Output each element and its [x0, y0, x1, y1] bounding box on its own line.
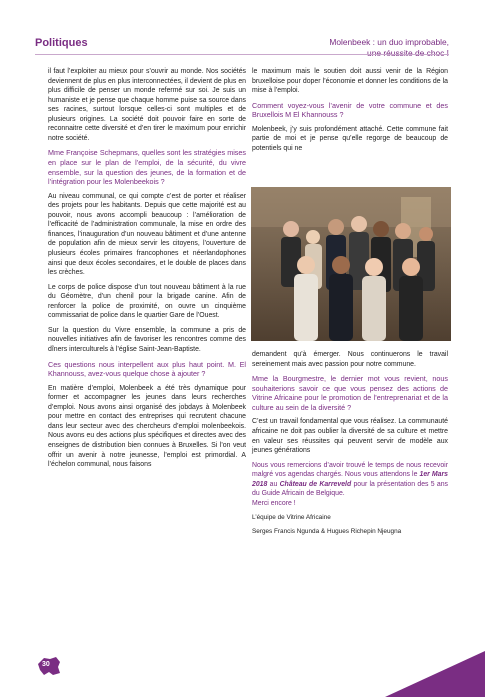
body-paragraph: demandent qu’à émerger. Nous continuerons le travail sereinement mais avec passion pour notre commune.	[252, 351, 448, 368]
event-date: 1er Mars 2018	[252, 471, 448, 488]
right-column-top	[252, 67, 448, 158]
corner-decoration	[365, 651, 485, 697]
interview-question: Mme Françoise Schepmans, quelles sont les stratégies mises en place sur le plan de l’emploi, de la sécurité, du vivre ensemble, sur la question des jeunes, de la formation et de l’intégration pour les Molenbeekois ?	[48, 148, 246, 187]
section-label: Politiques	[35, 37, 88, 49]
right-column-bottom-paragraphs	[252, 350, 448, 456]
body-paragraph: il faut l’exploiter au mieux pour s’ouvrir au monde. Nos sociétés deviennent de plus en plus interconnectées, il devient de plus en plus difficile de penser un monde refermé sur soi. Je suis un humaniste et je pense que chaque homme puise sa source dans ses racines, surtout lorsque celles-ci sont multiples et de plusieurs origines. La société doit pouvoir faire en sorte de reconnaitre cette diversité et d’en tirer le maximum pour enrichir notre société.	[48, 68, 246, 142]
body-paragraph: Le corps de police dispose d’un tout nouveau bâtiment à la rue du Géomètre, d’un chenil pour la brigade canine. Afin de renforcer la police de proximité, on ouvre un cinquième commissariat de police dans le quartier Gare de l’Ouest.	[48, 283, 246, 320]
body-paragraph: C’est un travail fondamental que vous réalisez. La communauté africaine ne doit pas oublier la diversité de sa culture et mettre en valeur ses réussites qui peuvent servir de modèle aux jeunes générations	[252, 418, 448, 455]
interview-question: Ces questions nous interpellent aux plus haut point. M. El Khannouss, avez-vous quelque chose à ajouter ?	[48, 359, 246, 379]
body-paragraph: Molenbeek, j’y suis profondément attaché. Cette commune fait partie de moi et je pense qu’elle regorge de beaucoup de potentiels qui ne	[252, 125, 448, 152]
right-column-bottom	[252, 350, 448, 541]
group-photo-illustration	[251, 187, 451, 341]
article-title	[229, 37, 449, 59]
signature-names: Serges Francis Ngunda & Hugues Richepin Njeugna	[252, 528, 402, 536]
body-paragraph: En matière d’emploi, Molenbeek a été très dynamique pour former et accompagner les jeunes dans leurs recherches d’emploi. Nous avons ainsi organisé des jobdays à Molenbeek pour mettre en contact des entreprises qui recrutent chacune dans leur secteur avec des chercheurs d’emploi molenbeekois. Nous avons eu des actions plus spécifiques et directes avec des enseignes de distribution bien connues à Bruxelles. Si l’on veut offrir un avenir à notre jeunesse, l’emploi est primordial. A l’échelon communal, nous faisons	[48, 384, 246, 469]
article-title-line1: Molenbeek : un duo improbable,	[329, 37, 449, 47]
closing-paragraph	[252, 461, 448, 499]
closing-before: Nous vous remercions d’avoir trouvé le temps de nous recevoir malgré vos agendas chargés. Nous vous attendons le	[252, 461, 448, 479]
body-paragraph: le maximum mais le soutien doit aussi venir de la Région bruxelloise pour doper l’économie et donner les conditions de la mise à l’emploi.	[252, 68, 448, 95]
body-paragraph: Sur la question du Vivre ensemble, la commune a pris de nouvelles initiatives afin de favoriser les rencontres comme des dîners interculturels à l’église Saint-Jean-Baptiste.	[48, 326, 246, 353]
group-photo	[251, 187, 451, 341]
event-venue: Château de Karreveld	[279, 480, 352, 488]
closing-middle: au	[267, 480, 280, 488]
body-paragraph: Au niveau communal, ce qui compte c’est de porter et réaliser des projets pour les habitants. Depuis que cette majorité est au pouvoir, nous avons accompli beaucoup : l’amélioration de l’efficacité de l’administration communale, la mise en ordre des finances, l’inauguration d’un nouveau bâtiment et d’une antenne de population afin de mieux servir les citoyens, l’ouverture de plusieurs écoles primaires francophones et néerlandophones ainsi que deux écoles secondaires, et le double de places dans les crèches.	[48, 192, 246, 277]
signature-team: L’équipe de Vitrine Africaine	[252, 514, 331, 522]
interview-question: Comment voyez-vous l’avenir de votre commune et des Bruxellois M El Khannouss ?	[252, 100, 448, 120]
closing-after: pour la présentation des 5 ans du Guide Africain de Belgique.	[252, 480, 448, 498]
closing-thanks: Merci encore !	[252, 499, 296, 507]
interview-question: Mme la Bourgmestre, le dernier mot vous revient, nous souhaiterions savoir ce que vous pensez des actions de Vitrine Africaine pour le promotion de l’entreprenariat et de la culture au sein de la diversité ?	[252, 374, 448, 412]
page-number-badge	[36, 655, 62, 677]
article-title-line2: une réussite de choc !	[367, 48, 449, 58]
left-column	[48, 67, 246, 475]
header-rule	[35, 54, 449, 55]
page-number: 30	[42, 661, 50, 668]
